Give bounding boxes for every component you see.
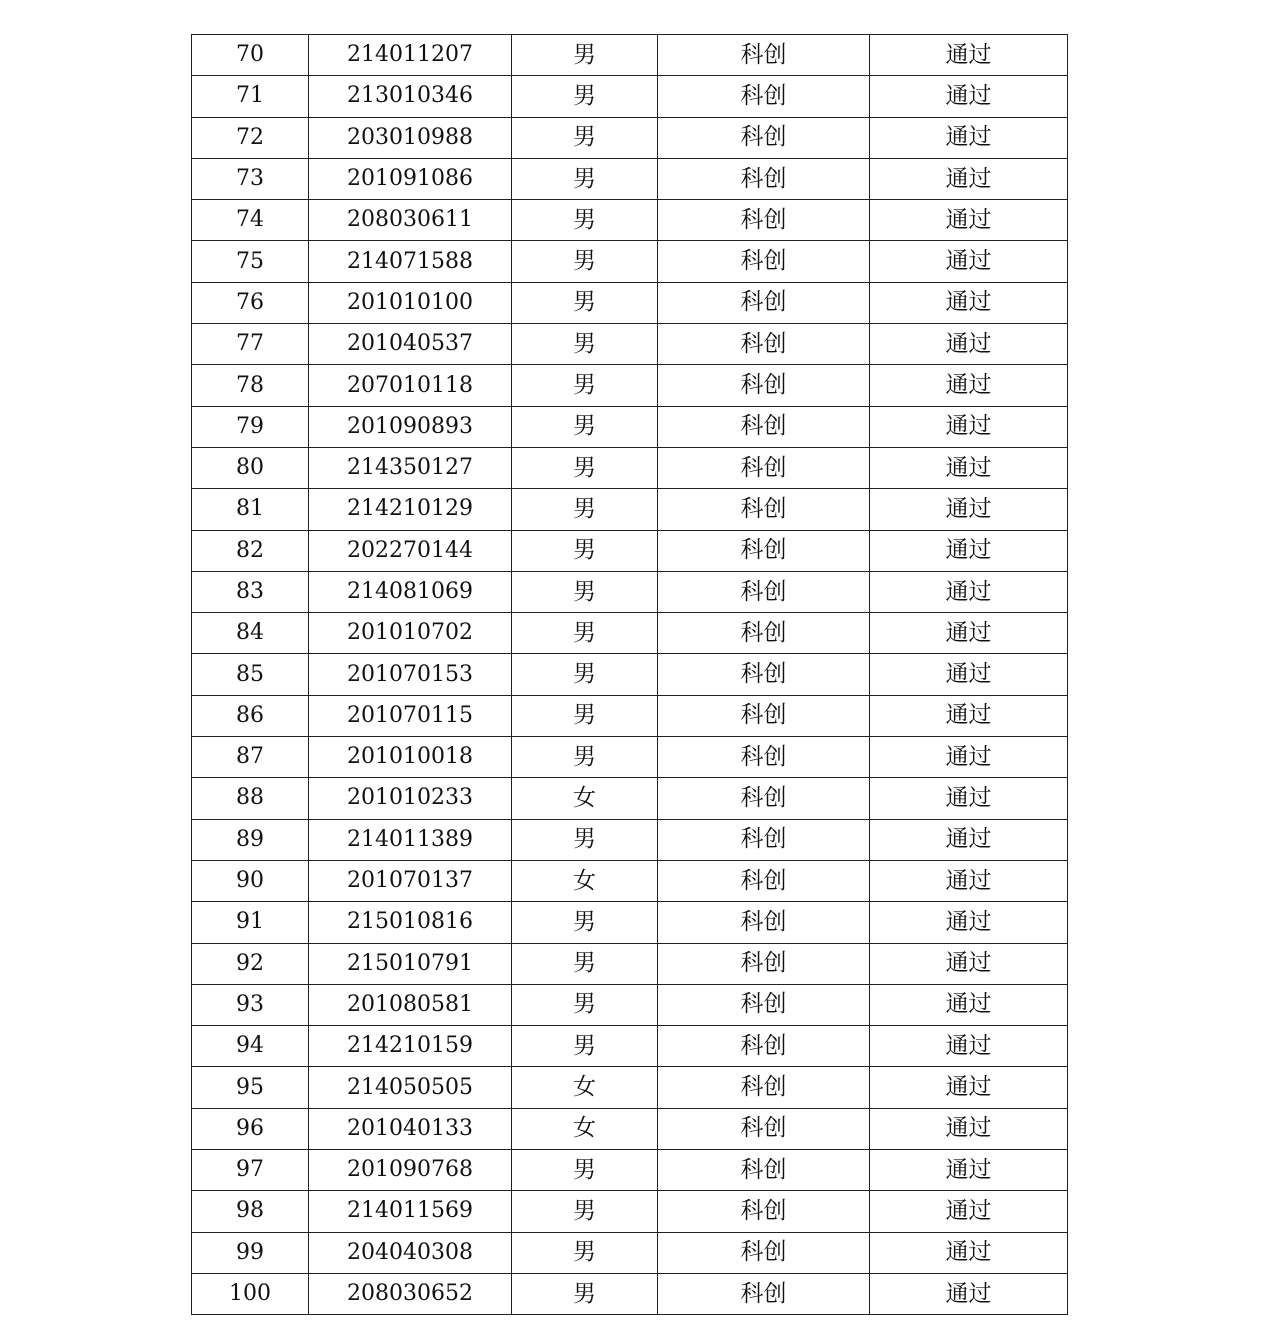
category-cell: 科创 xyxy=(658,943,870,984)
gender-cell: 男 xyxy=(512,241,658,282)
student-id-cell: 201010018 xyxy=(309,737,512,778)
table-row xyxy=(192,984,1068,1025)
category-cell: 科创 xyxy=(658,1108,870,1149)
gender-cell: 男 xyxy=(512,324,658,365)
result-cell: 通过 xyxy=(870,406,1068,447)
student-id-cell: 201090768 xyxy=(309,1150,512,1191)
table-row xyxy=(192,1273,1068,1314)
category-cell: 科创 xyxy=(658,241,870,282)
row-number-cell: 79 xyxy=(192,406,309,447)
row-number-cell: 96 xyxy=(192,1108,309,1149)
table-row xyxy=(192,489,1068,530)
result-cell: 通过 xyxy=(870,1026,1068,1067)
result-cell: 通过 xyxy=(870,654,1068,695)
category-cell: 科创 xyxy=(658,654,870,695)
result-cell: 通过 xyxy=(870,158,1068,199)
gender-cell: 男 xyxy=(512,1191,658,1232)
row-number-cell: 94 xyxy=(192,1026,309,1067)
table-row xyxy=(192,530,1068,571)
result-cell: 通过 xyxy=(870,489,1068,530)
result-cell: 通过 xyxy=(870,943,1068,984)
category-cell: 科创 xyxy=(658,860,870,901)
gender-cell: 男 xyxy=(512,571,658,612)
row-number-cell: 87 xyxy=(192,737,309,778)
result-cell: 通过 xyxy=(870,695,1068,736)
result-cell: 通过 xyxy=(870,1191,1068,1232)
result-cell: 通过 xyxy=(870,1067,1068,1108)
table-row xyxy=(192,1232,1068,1273)
result-cell: 通过 xyxy=(870,902,1068,943)
category-cell: 科创 xyxy=(658,117,870,158)
table-row xyxy=(192,1191,1068,1232)
gender-cell: 男 xyxy=(512,654,658,695)
row-number-cell: 95 xyxy=(192,1067,309,1108)
row-number-cell: 99 xyxy=(192,1232,309,1273)
category-cell: 科创 xyxy=(658,1191,870,1232)
category-cell: 科创 xyxy=(658,1067,870,1108)
result-cell: 通过 xyxy=(870,737,1068,778)
result-cell: 通过 xyxy=(870,778,1068,819)
gender-cell: 男 xyxy=(512,200,658,241)
result-cell: 通过 xyxy=(870,447,1068,488)
gender-cell: 男 xyxy=(512,76,658,117)
gender-cell: 男 xyxy=(512,943,658,984)
student-id-cell: 214071588 xyxy=(309,241,512,282)
category-cell: 科创 xyxy=(658,76,870,117)
result-cell: 通过 xyxy=(870,819,1068,860)
gender-cell: 男 xyxy=(512,1150,658,1191)
result-cell: 通过 xyxy=(870,530,1068,571)
gender-cell: 女 xyxy=(512,1067,658,1108)
gender-cell: 男 xyxy=(512,1026,658,1067)
table-row xyxy=(192,737,1068,778)
table-row xyxy=(192,324,1068,365)
student-id-cell: 201090893 xyxy=(309,406,512,447)
gender-cell: 男 xyxy=(512,406,658,447)
row-number-cell: 73 xyxy=(192,158,309,199)
table-row xyxy=(192,282,1068,323)
row-number-cell: 76 xyxy=(192,282,309,323)
result-cell: 通过 xyxy=(870,117,1068,158)
table-row xyxy=(192,1108,1068,1149)
student-id-cell: 214081069 xyxy=(309,571,512,612)
category-cell: 科创 xyxy=(658,1273,870,1314)
student-id-cell: 215010816 xyxy=(309,902,512,943)
result-cell: 通过 xyxy=(870,35,1068,76)
table-row xyxy=(192,117,1068,158)
result-cell: 通过 xyxy=(870,324,1068,365)
row-number-cell: 83 xyxy=(192,571,309,612)
student-id-cell: 201070137 xyxy=(309,860,512,901)
result-cell: 通过 xyxy=(870,365,1068,406)
category-cell: 科创 xyxy=(658,984,870,1025)
student-id-cell: 203010988 xyxy=(309,117,512,158)
gender-cell: 男 xyxy=(512,984,658,1025)
student-id-cell: 201080581 xyxy=(309,984,512,1025)
category-cell: 科创 xyxy=(658,819,870,860)
table-row xyxy=(192,902,1068,943)
category-cell: 科创 xyxy=(658,282,870,323)
gender-cell: 男 xyxy=(512,902,658,943)
table-row xyxy=(192,695,1068,736)
gender-cell: 男 xyxy=(512,1273,658,1314)
gender-cell: 男 xyxy=(512,365,658,406)
row-number-cell: 86 xyxy=(192,695,309,736)
table-row xyxy=(192,1150,1068,1191)
row-number-cell: 75 xyxy=(192,241,309,282)
category-cell: 科创 xyxy=(658,613,870,654)
row-number-cell: 80 xyxy=(192,447,309,488)
table-row xyxy=(192,447,1068,488)
student-id-cell: 214210159 xyxy=(309,1026,512,1067)
category-cell: 科创 xyxy=(658,1026,870,1067)
result-cell: 通过 xyxy=(870,1150,1068,1191)
category-cell: 科创 xyxy=(658,489,870,530)
category-cell: 科创 xyxy=(658,1232,870,1273)
result-cell: 通过 xyxy=(870,613,1068,654)
row-number-cell: 93 xyxy=(192,984,309,1025)
roster-table xyxy=(191,34,1068,1315)
student-id-cell: 208030611 xyxy=(309,200,512,241)
row-number-cell: 90 xyxy=(192,860,309,901)
row-number-cell: 71 xyxy=(192,76,309,117)
student-id-cell: 201040133 xyxy=(309,1108,512,1149)
result-cell: 通过 xyxy=(870,1273,1068,1314)
gender-cell: 男 xyxy=(512,158,658,199)
table-row xyxy=(192,654,1068,695)
table-row xyxy=(192,1067,1068,1108)
student-id-cell: 204040308 xyxy=(309,1232,512,1273)
category-cell: 科创 xyxy=(658,1150,870,1191)
result-cell: 通过 xyxy=(870,1108,1068,1149)
student-id-cell: 201010702 xyxy=(309,613,512,654)
table-row xyxy=(192,1026,1068,1067)
table-row xyxy=(192,158,1068,199)
student-id-cell: 214011569 xyxy=(309,1191,512,1232)
row-number-cell: 78 xyxy=(192,365,309,406)
result-cell: 通过 xyxy=(870,1232,1068,1273)
row-number-cell: 88 xyxy=(192,778,309,819)
table-row xyxy=(192,860,1068,901)
gender-cell: 男 xyxy=(512,117,658,158)
gender-cell: 男 xyxy=(512,282,658,323)
row-number-cell: 98 xyxy=(192,1191,309,1232)
gender-cell: 女 xyxy=(512,778,658,819)
row-number-cell: 100 xyxy=(192,1273,309,1314)
row-number-cell: 91 xyxy=(192,902,309,943)
table-row xyxy=(192,200,1068,241)
student-id-cell: 202270144 xyxy=(309,530,512,571)
result-cell: 通过 xyxy=(870,241,1068,282)
gender-cell: 男 xyxy=(512,35,658,76)
student-id-cell: 201040537 xyxy=(309,324,512,365)
category-cell: 科创 xyxy=(658,158,870,199)
row-number-cell: 85 xyxy=(192,654,309,695)
row-number-cell: 70 xyxy=(192,35,309,76)
roster-table-body xyxy=(192,35,1068,1315)
student-id-cell: 214011207 xyxy=(309,35,512,76)
result-cell: 通过 xyxy=(870,860,1068,901)
gender-cell: 男 xyxy=(512,695,658,736)
student-id-cell: 208030652 xyxy=(309,1273,512,1314)
category-cell: 科创 xyxy=(658,737,870,778)
gender-cell: 男 xyxy=(512,1232,658,1273)
result-cell: 通过 xyxy=(870,282,1068,323)
student-id-cell: 201010100 xyxy=(309,282,512,323)
gender-cell: 男 xyxy=(512,819,658,860)
row-number-cell: 82 xyxy=(192,530,309,571)
student-id-cell: 215010791 xyxy=(309,943,512,984)
category-cell: 科创 xyxy=(658,200,870,241)
student-id-cell: 214011389 xyxy=(309,819,512,860)
student-id-cell: 214050505 xyxy=(309,1067,512,1108)
category-cell: 科创 xyxy=(658,778,870,819)
row-number-cell: 81 xyxy=(192,489,309,530)
table-row xyxy=(192,35,1068,76)
row-number-cell: 97 xyxy=(192,1150,309,1191)
category-cell: 科创 xyxy=(658,35,870,76)
student-id-cell: 201070153 xyxy=(309,654,512,695)
table-row xyxy=(192,76,1068,117)
table-row xyxy=(192,406,1068,447)
result-cell: 通过 xyxy=(870,984,1068,1025)
row-number-cell: 77 xyxy=(192,324,309,365)
student-id-cell: 214350127 xyxy=(309,447,512,488)
row-number-cell: 72 xyxy=(192,117,309,158)
result-cell: 通过 xyxy=(870,571,1068,612)
row-number-cell: 84 xyxy=(192,613,309,654)
result-cell: 通过 xyxy=(870,76,1068,117)
category-cell: 科创 xyxy=(658,406,870,447)
student-id-cell: 207010118 xyxy=(309,365,512,406)
gender-cell: 男 xyxy=(512,447,658,488)
category-cell: 科创 xyxy=(658,530,870,571)
category-cell: 科创 xyxy=(658,324,870,365)
table-row xyxy=(192,241,1068,282)
gender-cell: 女 xyxy=(512,1108,658,1149)
gender-cell: 男 xyxy=(512,530,658,571)
table-row xyxy=(192,819,1068,860)
row-number-cell: 92 xyxy=(192,943,309,984)
student-id-cell: 201070115 xyxy=(309,695,512,736)
student-id-cell: 214210129 xyxy=(309,489,512,530)
result-cell: 通过 xyxy=(870,200,1068,241)
student-id-cell: 201010233 xyxy=(309,778,512,819)
gender-cell: 女 xyxy=(512,860,658,901)
row-number-cell: 89 xyxy=(192,819,309,860)
gender-cell: 男 xyxy=(512,737,658,778)
category-cell: 科创 xyxy=(658,695,870,736)
table-row xyxy=(192,613,1068,654)
table-row xyxy=(192,943,1068,984)
category-cell: 科创 xyxy=(658,447,870,488)
table-row xyxy=(192,571,1068,612)
table-row xyxy=(192,778,1068,819)
gender-cell: 男 xyxy=(512,489,658,530)
student-id-cell: 201091086 xyxy=(309,158,512,199)
category-cell: 科创 xyxy=(658,365,870,406)
gender-cell: 男 xyxy=(512,613,658,654)
row-number-cell: 74 xyxy=(192,200,309,241)
category-cell: 科创 xyxy=(658,902,870,943)
table-row xyxy=(192,365,1068,406)
student-id-cell: 213010346 xyxy=(309,76,512,117)
category-cell: 科创 xyxy=(658,571,870,612)
